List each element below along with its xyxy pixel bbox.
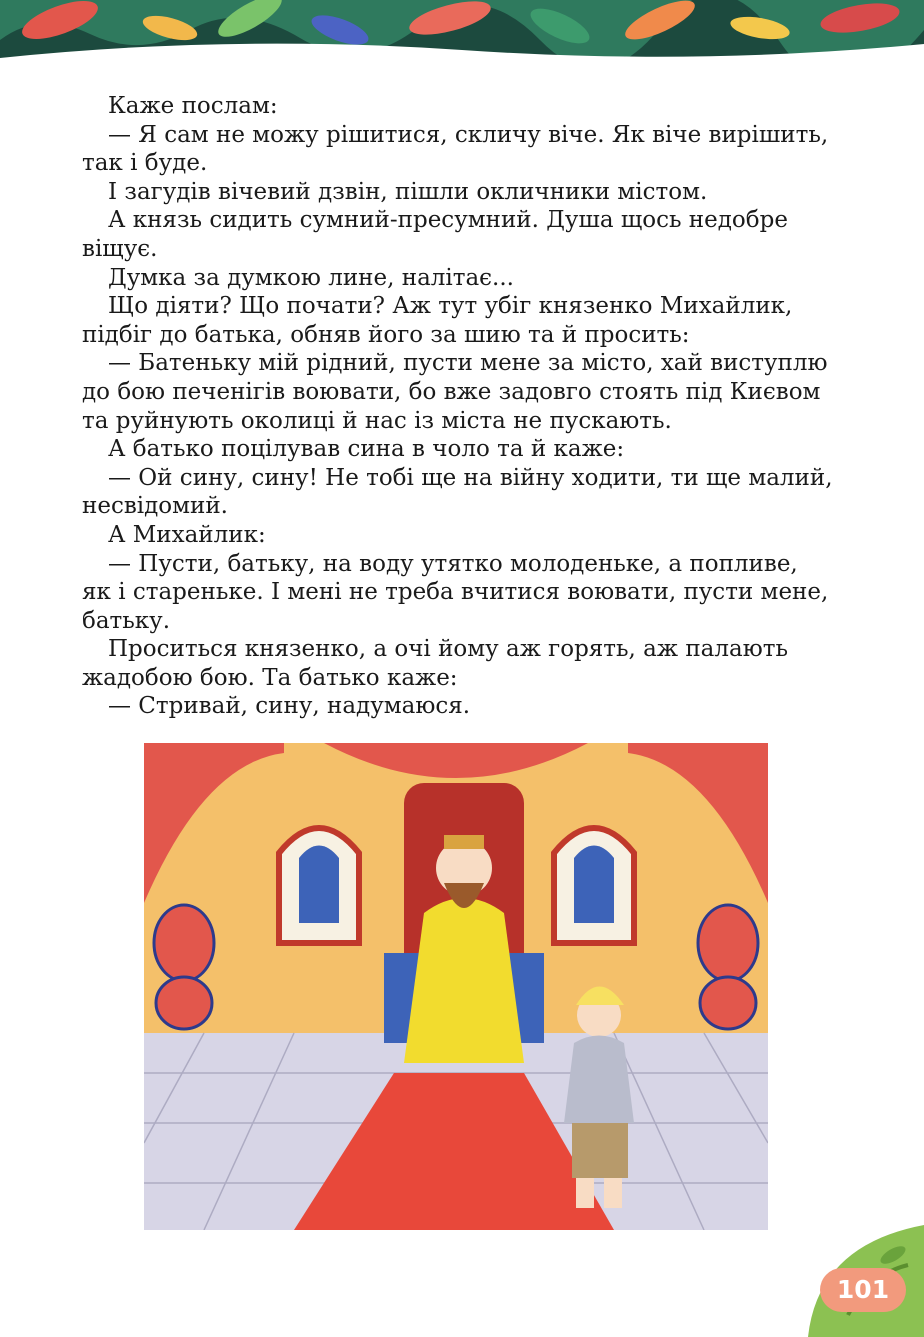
text-line-4: І загудів вічевий дзвін, пішли окличники містом. xyxy=(108,178,708,205)
text-line-7: Думка за думкою лине, налітає... xyxy=(108,264,514,291)
story-text xyxy=(82,92,834,721)
text-line-11: до бою печенігів воювати, бо вже задовго стоять під Києвом xyxy=(82,378,821,405)
text-line-3: так і буде. xyxy=(82,150,208,177)
page-number-badge: 101 xyxy=(820,1268,906,1312)
text-line-10: — Батеньку мій рідний, пусти мене за місто, хай виступлю xyxy=(108,350,828,377)
text-line-19: батьку. xyxy=(82,607,171,634)
story-illustration xyxy=(144,743,768,1230)
text-line-14: — Ой сину, сину! Не тобі ще на війну ходити, ти ще малий, xyxy=(108,464,833,491)
text-line-13: А батько поцілував сина в чоло та й каже: xyxy=(108,436,625,463)
text-line-8: Що діяти? Що почати? Аж тут убіг князенко Михайлик, xyxy=(108,293,793,320)
text-line-18: як і стареньке. І мені не треба вчитися воювати, пусти мене, xyxy=(82,579,829,606)
text-line-16: А Михайлик: xyxy=(108,521,266,548)
text-line-9: підбіг до батька, обняв його за шию та й просить: xyxy=(82,321,690,348)
text-line-22: — Стривай, сину, надумаюся. xyxy=(108,693,471,720)
top-decorative-banner xyxy=(0,0,924,70)
text-line-15: несвідомий. xyxy=(82,493,228,520)
text-line-1: Каже послам: xyxy=(108,93,278,119)
text-line-2: — Я сам не можу рішитися, скличу віче. Як віче вирішить, xyxy=(108,121,829,148)
text-line-12: та руйнують околиці й нас із міста не пускають. xyxy=(82,407,672,434)
text-line-20: Проситься князенко, а очі йому аж горять, аж палають xyxy=(108,636,788,663)
text-line-6: віщує. xyxy=(82,235,158,262)
text-line-17: — Пусти, батьку, на воду утятко молоденьке, а попливе, xyxy=(108,550,798,577)
text-line-21: жадобою бою. Та батько каже: xyxy=(82,664,458,691)
text-line-5: А князь сидить сумний-пресумний. Душа щось недобре xyxy=(108,207,788,234)
